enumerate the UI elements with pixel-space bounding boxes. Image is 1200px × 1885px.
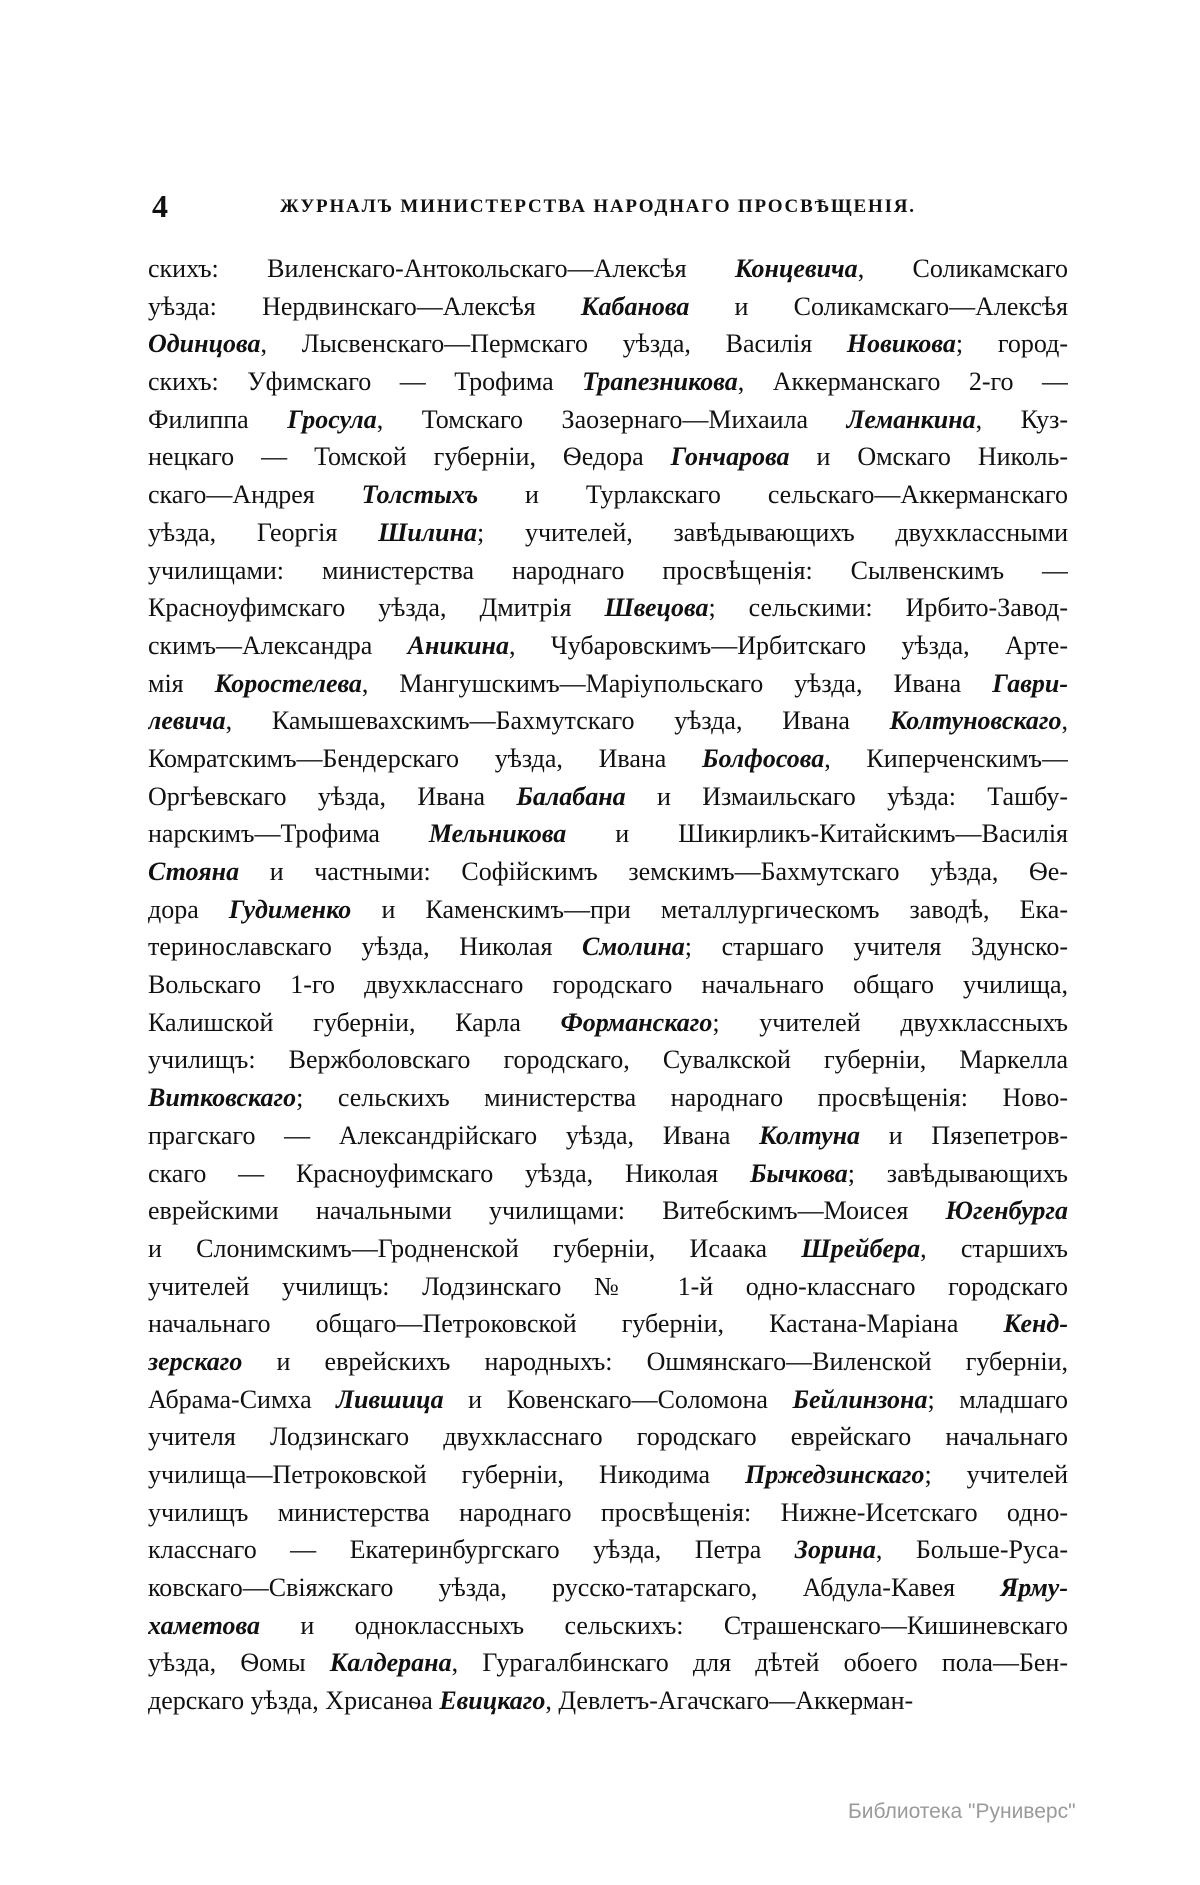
text-line [148,1155,1068,1193]
italic-name: Гросула [287,404,377,434]
text-run: и Слонимскимъ—Гродненской губерніи, Исаака [148,1233,802,1263]
text-run: скимъ—Александра [148,630,408,660]
text-line [148,589,1068,627]
text-line [148,1531,1068,1569]
text-line [148,966,1068,1004]
text-line [148,401,1068,439]
text-line [148,1456,1068,1494]
text-line [148,1343,1068,1381]
text-run: , [1061,706,1068,736]
italic-name: Колтуна [759,1120,861,1150]
italic-name: Калдерана [329,1648,452,1678]
text-line [148,1682,1068,1720]
text-run: Красноуфимскаго уѣзда, Дмитрія [148,593,605,623]
text-run: ; город- [955,329,1068,359]
italic-name: Аникина [407,630,509,660]
text-run: училища—Петроковской губерніи, Никодима [148,1460,745,1489]
text-line [148,1041,1068,1079]
text-line [148,928,1068,966]
text-run: скихъ: Виленскаго-Антокольскаго—Алексѣя [148,254,735,283]
text-run: училищъ министерства народнаго просвѣщенія: Нижне-Исетскаго одно- [148,1497,1068,1527]
italic-name: Кенд- [1003,1309,1068,1339]
text-line [148,288,1068,326]
italic-name: Новикова [846,329,956,359]
italic-name: Мельникова [428,819,567,849]
text-run: ; учителей, завѣдывающихъ двухклассными [477,517,1068,547]
text-run: теринославскаго уѣзда, Николая [148,932,583,962]
text-run: нарскимъ—Трофима [148,819,429,849]
text-line [148,1418,1068,1456]
text-run: ; завѣдывающихъ [847,1158,1068,1188]
italic-name: Гончарова [670,442,790,472]
text-line [148,514,1068,552]
text-run: прагскаго — Александрійскаго уѣзда, Ивана [148,1120,760,1150]
text-run: ; сельскихъ министерства народнаго просвѣщенія: Ново- [296,1083,1068,1113]
text-run: , Чубаровскимъ—Ирбитскаго уѣзда, Арте- [508,630,1068,660]
italic-name: Евицкаго [439,1686,546,1716]
text-run: училищъ: Вержболовскаго городскаго, Сувалкской губерніи, Маркелла [148,1045,1068,1075]
text-run: Комратскимъ—Бендерскаго уѣзда, Ивана [148,743,703,773]
italic-name: Бейлинзона [792,1384,928,1414]
italic-name: Шрейбера [801,1233,921,1263]
text-run: и Измаильскаго уѣзда: Ташбу- [625,781,1068,811]
text-run: , Мангушскимъ—Маріупольскаго уѣзда, Ивана [361,668,993,698]
text-line [148,853,1068,891]
text-run: , Больше-Руса- [875,1535,1068,1565]
text-line [148,1494,1068,1532]
text-run: , Лысвенскаго—Пермскаго уѣзда, Василія [260,329,847,359]
text-line [148,702,1068,740]
italic-name: хаметова [148,1610,260,1640]
italic-name: Коростелева [214,668,362,698]
body-text [148,250,1068,1720]
text-run: еврейскими начальными училищами: Витебскимъ—Моисея [148,1196,946,1226]
text-run: и одноклассныхъ сельскихъ: Страшенскаго—Кишиневскаго [260,1610,1068,1640]
text-run: и Турлакскаго сельскаго—Аккерманскаго [478,480,1068,510]
text-run: и Ковенскаго—Соломона [443,1384,793,1414]
italic-name: Шилина [378,517,478,547]
italic-name: Колтуновскаго [889,706,1062,736]
text-line [148,1268,1068,1306]
text-run: скаго — Красноуфимскаго уѣзда, Николая [148,1158,750,1188]
text-line [148,438,1068,476]
italic-name: Леманкина [846,404,976,434]
text-run: Вольскаго 1-го двухкласснаго городскаго начальнаго общаго училища, [148,970,1068,1000]
text-run: ковскаго—Свіяжскаго уѣзда, русско-татарскаго, Абдула-Кавея [148,1573,1001,1603]
text-run: Абрама-Симха [148,1384,337,1414]
italic-name: Ярму- [1000,1573,1068,1603]
text-run: класснаго — Екатеринбургскаго уѣзда, Петра [148,1535,795,1565]
italic-name: Лившица [336,1384,444,1414]
text-run: , Куз- [975,404,1068,434]
text-run: ; учителей [924,1460,1068,1489]
italic-name: Концевича [734,254,858,283]
text-run: мія [148,668,215,698]
italic-name: Витковскаго [148,1083,297,1113]
italic-name: Балабана [516,781,626,811]
text-line [148,1117,1068,1155]
text-run: и еврейскихъ народныхъ: Ошмянскаго—Виленской губерніи, [242,1346,1068,1376]
text-line [148,325,1068,363]
text-run: начальнаго общаго—Петроковской губерніи, Кастана-Маріана [148,1309,1004,1339]
italic-name: Швецова [604,593,709,623]
text-run: уѣзда, Георгія [148,517,379,547]
text-run: и Соликамскаго—Алексѣя [689,291,1068,321]
text-run: скихъ: Уфимскаго — Трофима [148,367,583,397]
text-run: дора [148,894,229,924]
italic-name: левича [148,706,226,736]
text-run: , Томскаго Заозернаго—Михаила [376,404,847,434]
text-line [148,815,1068,853]
italic-name: Трапезникова [582,367,738,397]
text-run: учителей училищъ: Лодзинскаго № 1-й одно-класснаго городскаго [148,1271,1068,1301]
italic-name: Кабанова [580,291,690,321]
text-run: , Девлетъ-Агачскаго—Аккерман- [545,1686,914,1716]
italic-name: Толстыхъ [361,480,479,510]
text-run: уѣзда, Ѳомы [148,1648,330,1678]
library-watermark: Библиотека "Руниверс" [848,1800,1076,1823]
italic-name: Гаври- [992,668,1068,698]
text-line [148,1607,1068,1645]
text-run: и Шикирликъ-Китайскимъ—Василія [566,819,1068,849]
text-line [148,363,1068,401]
text-run: дерскаго уѣзда, Хрисанѳа [148,1686,440,1716]
text-line [148,627,1068,665]
text-run: и Пязепетров- [860,1120,1068,1150]
page-number: 4 [152,188,168,224]
text-run: , Гурагалбинскаго для дѣтей обоего пола—Бен- [451,1648,1068,1678]
text-run: ; старшаго учителя Здунско- [684,932,1068,962]
text-line [148,552,1068,590]
text-line [148,891,1068,929]
italic-name: Пржедзинскаго [745,1460,925,1489]
text-line [148,1079,1068,1117]
italic-name: Форманскаго [560,1007,713,1037]
text-line [148,1381,1068,1419]
text-line [148,778,1068,816]
text-run: Оргѣевскаго уѣзда, Ивана [148,781,517,811]
italic-name: Бычкова [749,1158,848,1188]
text-line [148,740,1068,778]
text-line [148,1230,1068,1268]
text-run: Калишской губерніи, Карла [148,1007,561,1037]
text-line [148,1569,1068,1607]
text-run: Филиппа [148,404,288,434]
italic-name: Зорина [794,1535,876,1565]
text-line [148,665,1068,703]
text-line [148,1004,1068,1042]
text-run: ; учителей двухклассныхъ [712,1007,1068,1037]
italic-name: Гудименко [228,894,352,924]
text-line [148,1644,1068,1682]
text-run: , Камышевахскимъ—Бахмутскаго уѣзда, Ивана [225,706,890,736]
text-run: и частными: Софійскимъ земскимъ—Бахмутскаго уѣзда, Ѳе- [239,857,1068,886]
running-title: ЖУРНАЛЪ МИНИСТЕРСТВА НАРОДНАГО ПРОСВѢЩЕНІЯ. [280,196,916,217]
text-run: ; сельскими: Ирбито-Завод- [708,593,1068,623]
text-run: училищами: министерства народнаго просвѣщенія: Сылвенскимъ — [148,555,1068,585]
text-line [148,1192,1068,1230]
text-run: скаго—Андрея [148,480,362,510]
italic-name: зерскаго [148,1346,243,1376]
italic-name: Стояна [148,857,240,886]
italic-name: Болфосова [702,743,825,773]
text-run: , старшихъ [920,1233,1068,1263]
text-line [148,1305,1068,1343]
text-line [148,250,1068,288]
text-run: , Киперченскимъ— [824,743,1068,773]
italic-name: Югенбурга [945,1196,1068,1226]
text-line [148,476,1068,514]
text-run: и Омскаго Николь- [789,442,1068,472]
text-run: , Аккерманскаго 2-го — [737,367,1068,397]
italic-name: Одинцова [148,329,261,359]
text-run: и Каменскимъ—при металлургическомъ заводѣ, Ека- [351,894,1068,924]
text-run: уѣзда: Нердвинскаго—Алексѣя [148,291,581,321]
italic-name: Смолина [582,932,685,962]
text-run: нецкаго — Томской губерніи, Ѳедора [148,442,671,472]
text-run: учителя Лодзинскаго двухкласснаго городскаго еврейскаго начальнаго [148,1422,1068,1452]
text-run: , Соликамскаго [857,254,1068,283]
text-run: ; младшаго [927,1384,1068,1414]
